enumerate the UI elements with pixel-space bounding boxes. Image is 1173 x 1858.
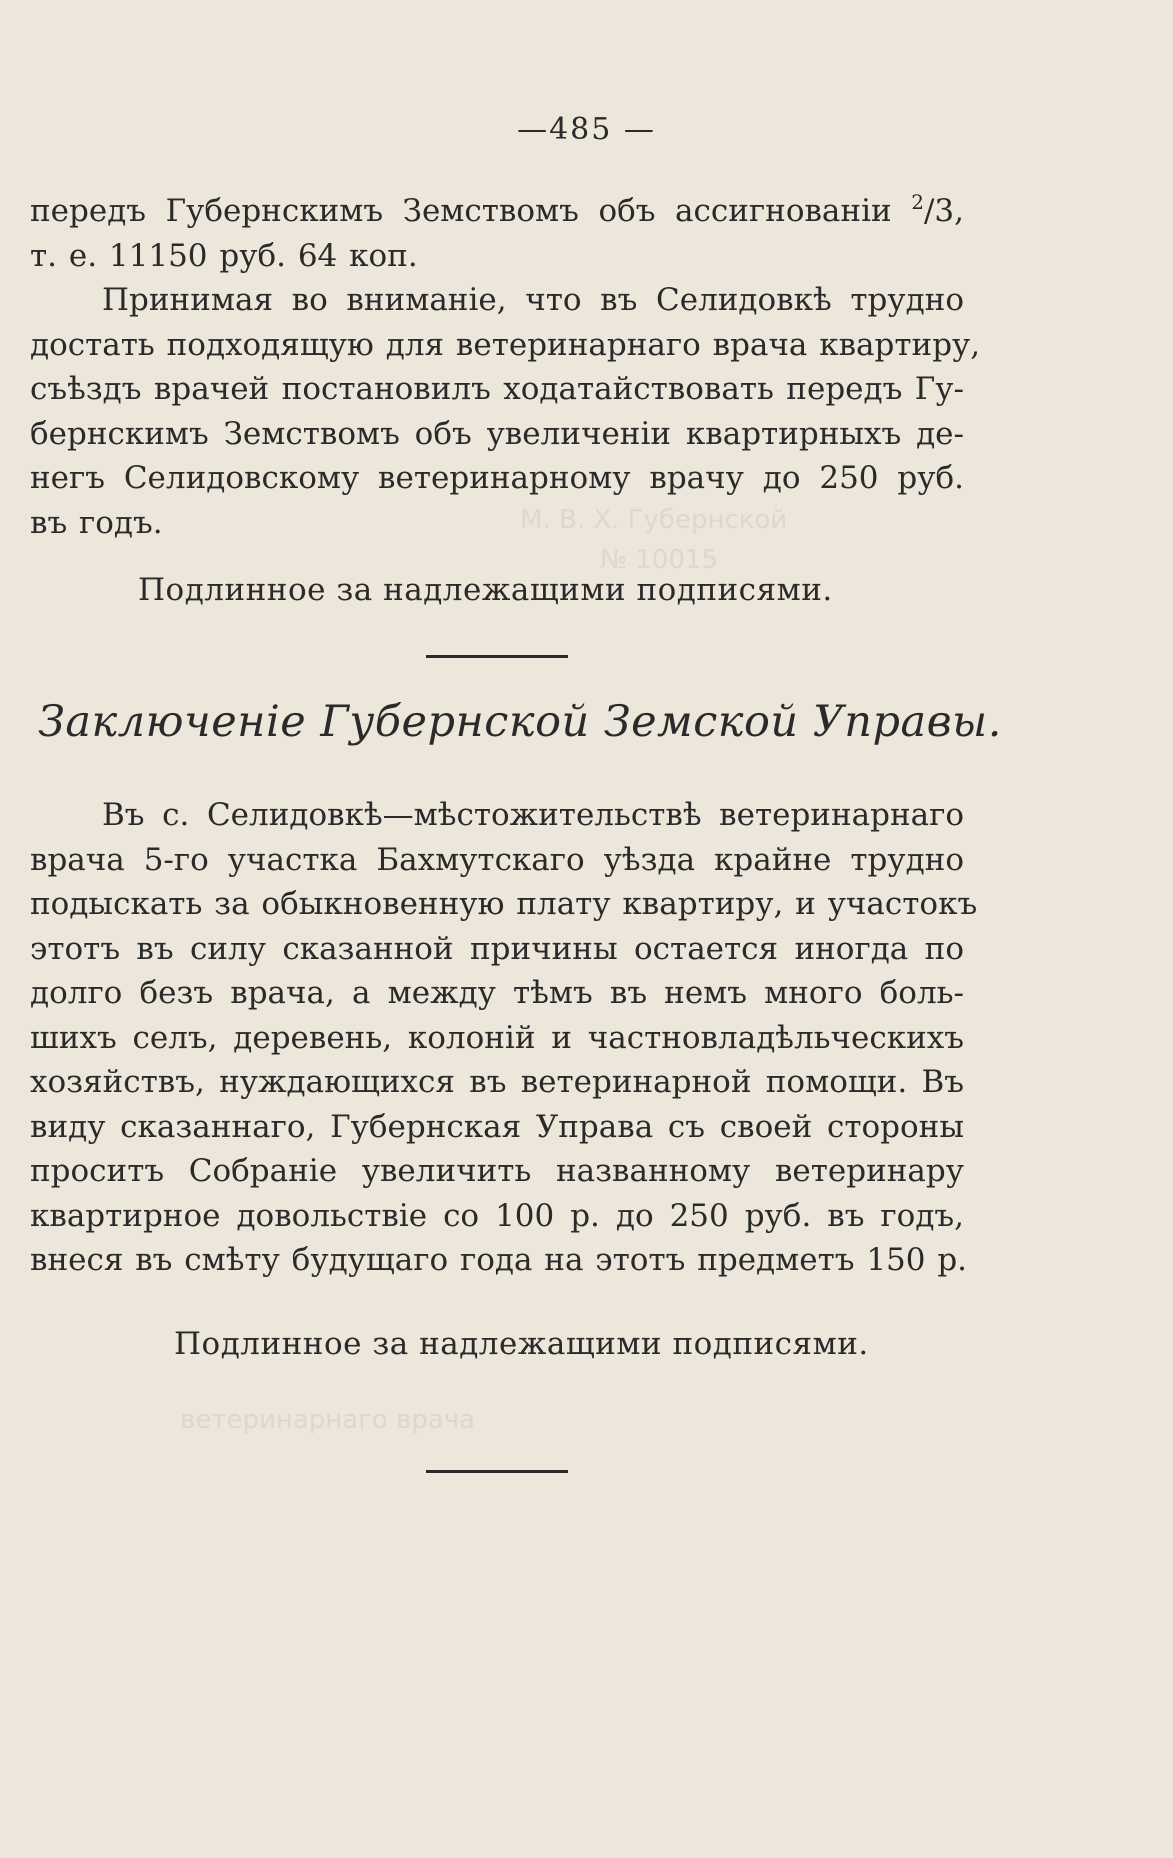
text-line: хозяйствъ, нуждающихся въ ветеринарной помощи. Въ xyxy=(30,1064,964,1100)
text-line: внеся въ смѣту будущаго года на этотъ предметъ 150 р. xyxy=(30,1242,968,1278)
section1-text xyxy=(30,180,981,545)
text-line: бернскимъ Земствомъ объ увеличеніи квартирныхъ де- xyxy=(30,415,964,452)
text-line: этотъ въ силу сказанной причины остается иногда по xyxy=(30,930,964,967)
text-line: въ годъ. xyxy=(30,504,163,541)
text-line: достать подходящую для ветеринарнаго врача квартиру, xyxy=(30,326,981,363)
signature-note: Подлинное за надлежащими подписями. xyxy=(138,572,833,608)
text-line: шихъ селъ, деревень, колоній и частновладѣльческихъ xyxy=(30,1019,964,1056)
show-through-text: ветеринарнаго врача xyxy=(180,1405,476,1435)
text-line: Въ с. Селидовкѣ—мѣстожительствѣ ветеринарнаго xyxy=(102,797,964,833)
show-through-text: № 10015 xyxy=(600,545,719,575)
text-line: передъ Губернскимъ Земствомъ объ ассигнованіи $^2$/3, xyxy=(30,190,964,229)
text-line: Принимая во вниманіе, что въ Селидовкѣ трудно xyxy=(102,282,964,318)
text-line: т. е. 11150 руб. 64 коп. xyxy=(30,237,418,274)
section-divider xyxy=(426,655,568,658)
text-line: съѣздъ врачей постановилъ ходатайствовать передъ Гу- xyxy=(30,371,964,407)
text-line: виду сказаннаго, Губернская Управа съ своей стороны xyxy=(30,1108,964,1145)
signature-note: Подлинное за надлежащими подписями. xyxy=(174,1326,869,1362)
page-number: —485 — xyxy=(517,112,656,147)
text-line: проситъ Собраніе увеличить названному ветеринару xyxy=(30,1153,964,1189)
text-line: долго безъ врача, а между тѣмъ въ немъ много боль- xyxy=(30,975,964,1011)
fraction-denominator: /3, xyxy=(923,193,964,229)
text-line: врача 5-го участка Бахмутскаго уѣзда крайне трудно xyxy=(30,841,964,878)
section2-text xyxy=(30,793,978,1283)
section-divider xyxy=(426,1470,568,1473)
section-heading: Заключеніе Губернской Земской Управы. xyxy=(38,697,1002,747)
fraction-numerator: 2 xyxy=(911,190,924,214)
text-line: подыскать за обыкновенную плату квартиру, и участокъ xyxy=(30,886,978,922)
text-line: квартирное довольствіе со 100 р. до 250 руб. въ годъ, xyxy=(30,1197,964,1234)
show-through-text: М. В. Х. Губернской xyxy=(520,505,788,535)
text-line: негъ Селидовскому ветеринарному врачу до 250 руб. xyxy=(30,460,964,496)
